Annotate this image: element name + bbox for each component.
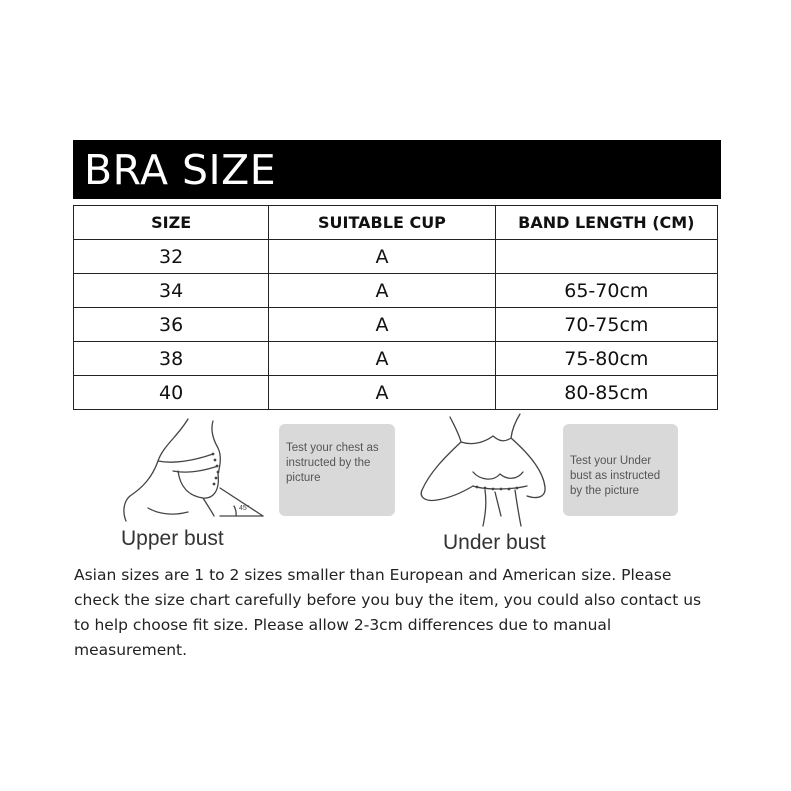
- upper-bust-figure: [118, 416, 268, 528]
- cell-band: 70-75cm: [495, 308, 717, 342]
- cell-size: 34: [74, 274, 269, 308]
- cell-cup: A: [269, 240, 495, 274]
- cell-band: [495, 240, 717, 274]
- cell-cup: A: [269, 274, 495, 308]
- title-bar: [73, 140, 721, 199]
- table-row: [74, 376, 718, 410]
- size-table: [73, 205, 718, 410]
- angle-label: 45°: [239, 505, 250, 512]
- under-bust-caption: Under bust: [443, 531, 546, 554]
- table-row: [74, 240, 718, 274]
- under-bust-figure: [415, 412, 555, 528]
- cell-cup: A: [269, 376, 495, 410]
- upper-bust-caption: Upper bust: [121, 527, 224, 550]
- sizing-note: Asian sizes are 1 to 2 sizes smaller than European and American size. Please check the size chart carefully before you buy the item, you could also contact us to help choose fit size. Please allow 2-3cm differences due to manual measurement.: [74, 566, 702, 659]
- table-row: [74, 342, 718, 376]
- header-band-length: BAND LENGTH (CM): [495, 206, 717, 240]
- cell-band: 65-70cm: [495, 274, 717, 308]
- cell-band: 75-80cm: [495, 342, 717, 376]
- table-row: [74, 308, 718, 342]
- cell-size: 40: [74, 376, 269, 410]
- cell-cup: A: [269, 308, 495, 342]
- upper-bust-instruction-card: Test your chest as instructed by the picture: [279, 424, 395, 516]
- cell-cup: A: [269, 342, 495, 376]
- under-bust-instruction-card: Test your Under bust as instructed by the picture: [563, 424, 678, 516]
- table-header-row: [74, 206, 718, 240]
- header-size: SIZE: [74, 206, 269, 240]
- cell-band: 80-85cm: [495, 376, 717, 410]
- cell-size: 36: [74, 308, 269, 342]
- page-title: BRA SIZE: [84, 146, 277, 194]
- cell-size: 38: [74, 342, 269, 376]
- cell-size: 32: [74, 240, 269, 274]
- table-row: [74, 274, 718, 308]
- header-suitable-cup: SUITABLE CUP: [269, 206, 495, 240]
